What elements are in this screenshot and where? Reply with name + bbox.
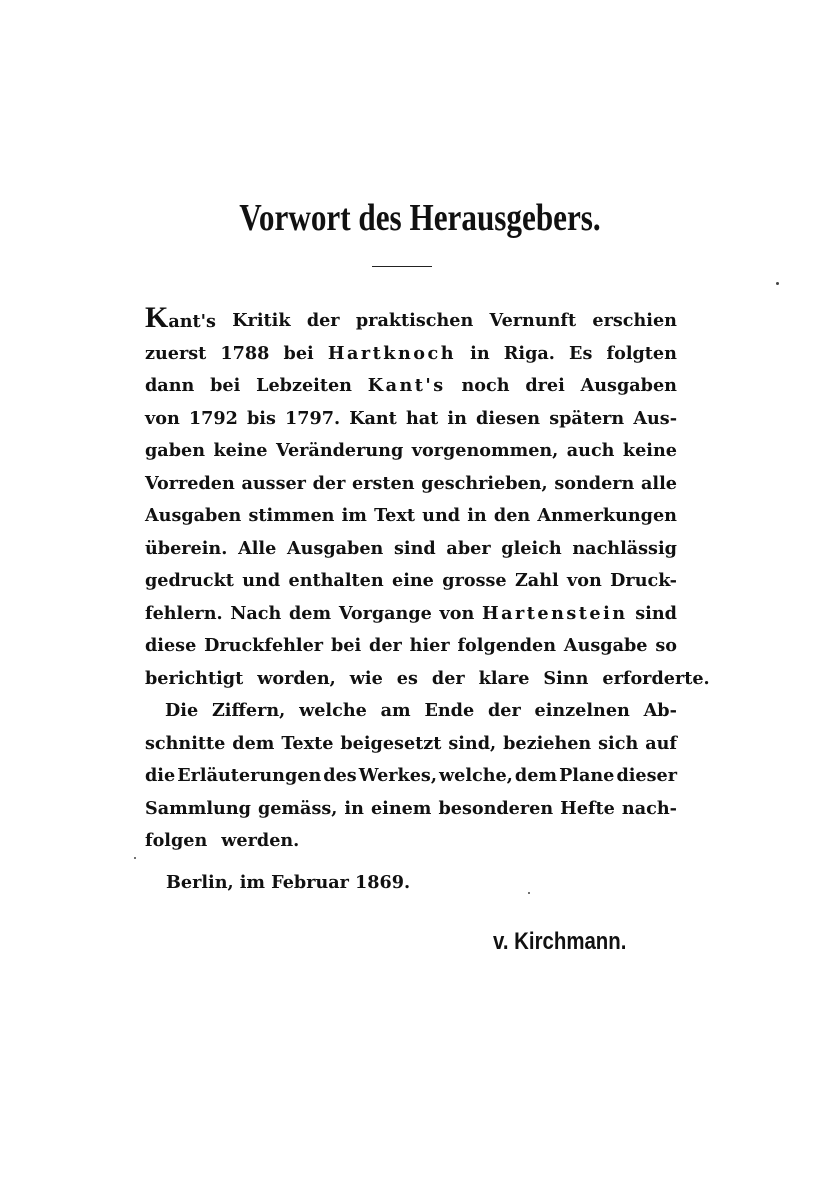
- word: Veränderung: [275, 440, 404, 461]
- word: am: [380, 700, 411, 721]
- word: einzelnen: [534, 700, 630, 721]
- paragraph1-line: [145, 435, 677, 468]
- word: folgen: [145, 830, 208, 851]
- word: der: [306, 310, 340, 331]
- word: Texte: [281, 732, 334, 754]
- word: bei: [283, 342, 314, 364]
- word: Riga.: [503, 342, 555, 364]
- word: 1792: [188, 407, 238, 429]
- word: 1788: [220, 342, 270, 364]
- word: dann: [145, 375, 195, 396]
- word: Kritik: [232, 310, 291, 331]
- word: noch: [461, 375, 510, 396]
- word: folgenden: [457, 635, 557, 656]
- word: wie: [349, 667, 383, 689]
- page-title: Vorwort des Herausgebers.: [239, 197, 601, 239]
- word: Nach: [230, 602, 282, 624]
- word: Druck-: [610, 570, 677, 591]
- word: Ausgaben: [286, 537, 384, 559]
- word: und: [422, 505, 461, 526]
- word: Ausgabe: [563, 635, 648, 656]
- paragraph1-line: [145, 468, 677, 501]
- word: der: [369, 635, 402, 656]
- word: diesen: [476, 407, 541, 429]
- word: folgten: [606, 342, 677, 364]
- word: so: [655, 635, 677, 656]
- word: bis: [246, 407, 276, 429]
- word: werden.: [221, 830, 300, 851]
- word: Text: [374, 505, 415, 526]
- word: aber: [446, 537, 491, 559]
- word: Ziffern,: [211, 700, 286, 721]
- word: berichtigt: [145, 667, 244, 689]
- paragraph-2: [145, 695, 677, 858]
- first-word: [145, 301, 216, 338]
- paragraph2-line: [145, 695, 677, 728]
- word: es: [396, 667, 418, 689]
- word: in: [447, 407, 467, 429]
- word: sind: [635, 602, 677, 624]
- word: Vernunft: [489, 310, 577, 331]
- word: Es: [569, 342, 593, 364]
- word: spätern: [549, 407, 625, 429]
- paragraph2-line: [145, 793, 677, 826]
- word: zuerst: [145, 342, 207, 364]
- word: Plane: [559, 765, 615, 786]
- print-speck: [528, 892, 530, 894]
- paragraph2-line: [145, 760, 677, 793]
- word: der: [431, 667, 465, 689]
- word: 1797.: [284, 407, 341, 429]
- paragraph1-line: [145, 663, 710, 696]
- word: der: [487, 700, 521, 721]
- word: keine: [213, 440, 268, 461]
- preface-body: [145, 301, 710, 858]
- word: stimmen: [248, 505, 335, 526]
- word: welche,: [439, 765, 513, 786]
- word: von: [567, 570, 602, 591]
- word: Vorgange: [338, 602, 432, 624]
- word: Ab-: [643, 700, 677, 721]
- word: den: [493, 505, 531, 526]
- word: in: [470, 342, 490, 364]
- word: nach-: [621, 797, 677, 819]
- word: ant's: [168, 311, 216, 332]
- word: Alle: [238, 537, 277, 559]
- word: Ausgaben: [145, 505, 242, 526]
- word: geschrieben,: [421, 472, 548, 494]
- word: ersten: [352, 472, 415, 494]
- word: alle: [641, 472, 677, 494]
- word: beziehen: [503, 732, 592, 754]
- word: fehlern.: [145, 602, 223, 624]
- signature: v. Kirchmann.: [493, 928, 627, 955]
- word: Aus-: [633, 407, 677, 429]
- word: hat: [405, 407, 439, 429]
- word: Hartknoch: [327, 342, 456, 364]
- word: sind,: [448, 732, 497, 754]
- word: Die: [165, 700, 199, 721]
- word: Lebzeiten: [256, 375, 352, 396]
- word: gaben: [145, 440, 205, 461]
- word: der: [312, 472, 346, 494]
- word: gleich: [501, 537, 562, 559]
- word: des: [323, 765, 357, 786]
- word: enthalten: [288, 570, 384, 591]
- word: gemäss,: [257, 797, 338, 819]
- word: von: [145, 407, 180, 429]
- word: dieser: [616, 765, 677, 786]
- word: von: [439, 602, 475, 624]
- word: dem: [232, 732, 275, 754]
- word: Hefte: [560, 797, 615, 819]
- word: bei: [330, 635, 362, 656]
- word: Ende: [424, 700, 475, 721]
- word: grosse: [442, 570, 507, 591]
- word: überein.: [145, 537, 228, 559]
- word: diese: [145, 635, 197, 656]
- word: dem: [514, 765, 558, 786]
- word: bei: [210, 375, 241, 396]
- word: keine: [622, 440, 677, 461]
- word: im: [341, 505, 367, 526]
- word: sondern: [554, 472, 635, 494]
- print-speck: [134, 857, 136, 859]
- word: Sammlung: [145, 797, 251, 819]
- word: schnitte: [145, 732, 226, 754]
- word: Kant's: [367, 375, 446, 396]
- place-date: Berlin, im Februar 1869.: [166, 872, 411, 893]
- word: in: [344, 797, 364, 819]
- paragraph1-line: [145, 565, 677, 598]
- word: praktischen: [355, 310, 474, 331]
- paragraph1-line: [145, 533, 677, 566]
- word: drei: [525, 375, 565, 396]
- paragraph1-line: [145, 301, 677, 338]
- paragraph1-line: [145, 370, 677, 403]
- word: Erläuterungen: [177, 765, 322, 786]
- word: hier: [409, 635, 450, 656]
- word: sind: [394, 537, 436, 559]
- word: ausser: [241, 472, 306, 494]
- paragraph2-line: [145, 728, 677, 761]
- word: Sinn: [543, 667, 589, 689]
- word: beigesetzt: [340, 732, 442, 754]
- word: sich: [598, 732, 639, 754]
- paragraph2-line: [145, 825, 677, 858]
- word: auch: [566, 440, 615, 461]
- word: Werkes,: [358, 765, 437, 786]
- print-speck: [776, 282, 779, 285]
- word: Ausgaben: [580, 375, 677, 396]
- word: erforderte.: [602, 667, 710, 689]
- word: die: [145, 765, 176, 786]
- paragraph1-line: [145, 500, 677, 533]
- word: und: [242, 570, 281, 591]
- word: dem: [289, 602, 332, 624]
- word: Zahl: [514, 570, 559, 591]
- word: Vorreden: [145, 472, 235, 494]
- paragraph1-line: [145, 598, 677, 631]
- drop-cap: K: [145, 301, 169, 334]
- word: klare: [478, 667, 530, 689]
- paragraph1-line: [145, 630, 677, 663]
- word: Kant: [349, 407, 397, 429]
- word: erschien: [592, 310, 677, 331]
- word: auf: [645, 732, 677, 754]
- word: Druckfehler: [204, 635, 324, 656]
- word: eine: [392, 570, 434, 591]
- paragraph1-line: [145, 338, 677, 371]
- title-rule: [372, 266, 432, 267]
- paragraph1-line: [145, 403, 677, 436]
- word: welche: [299, 700, 367, 721]
- paragraph-1: [145, 301, 710, 695]
- word: in: [467, 505, 487, 526]
- word: einem: [370, 797, 432, 819]
- word: worden,: [257, 667, 336, 689]
- word: Anmerkungen: [537, 505, 677, 526]
- word: gedruckt: [145, 570, 234, 591]
- word: nachlässig: [572, 537, 677, 559]
- word: vorgenommen,: [411, 440, 559, 461]
- word: besonderen: [438, 797, 554, 819]
- word: Hartenstein: [481, 602, 628, 624]
